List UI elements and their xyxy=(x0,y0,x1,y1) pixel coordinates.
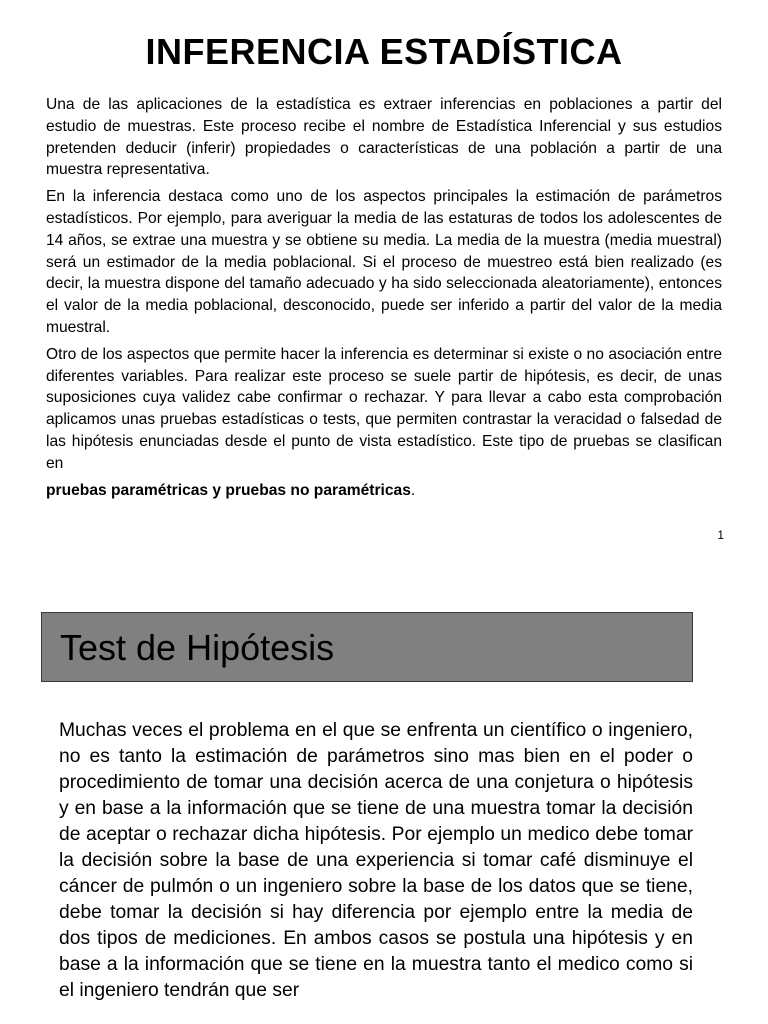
paragraph-hypothesis-test: Muchas veces el problema en el que se enfrenta un científico o ingeniero, no es tanto la estimación de parámetros sino mas bien en el poder o procedimiento de tomar una decisión acerca de una conjetura o hipótesis y en base a la información que se tiene de una muestra tomar la decisión de aceptar o rechazar dicha hipótesis. Por ejemplo un medico debe tomar la decisión sobre la base de una experiencia si tomar café disminuye el cáncer de pulmón o un ingeniero sobre la base de los datos que se tiene, debe tomar la decisión si hay diferencia por ejemplo entre la media de dos tipos de mediciones. En ambos casos se postula una hipótesis y en base a la información que se tiene en la muestra tanto el medico como si el ingeniero tendrán que ser xyxy=(59,720,693,1001)
intro-text-block xyxy=(46,94,722,506)
paragraph-hypothesis-association: Otro de los aspectos que permite hacer la inferencia es determinar si existe o no asociación entre diferentes variables. Para realizar este proceso se suele partir de hipótesis, es decir, de unas suposiciones cuya validez cabe confirmar o rechazar. Y para llevar a cabo esta comprobación aplicamos unas pruebas estadísticas o tests, que permiten contrastar la veracidad o falsedad de las hipótesis enunciadas desde el punto de vista estadístico. Este tipo de pruebas se clasifican en xyxy=(46,345,722,472)
section-header-banner xyxy=(41,612,693,682)
paragraph-parameter-estimation: En la inferencia destaca como uno de los aspectos principales la estimación de parámetros estadísticos. Por ejemplo, para averiguar la media de las estaturas de todos los adolescentes de 14 años, se extrae una muestra y se obtiene su media. La media de la muestra (media muestral) será un estimador de la media poblacional. Si el proceso de muestreo está bien realizado (es decir, la muestra dispone del tamaño adecuado y ha sido seleccionada aleatoriamente), entonces el valor de la media poblacional, desconocido, puede ser inferido a partir del valor de la media muestral. xyxy=(46,188,722,336)
hypothesis-test-text-block xyxy=(59,718,693,1004)
page-number: 1 xyxy=(717,528,724,542)
section-title: Test de Hipótesis xyxy=(60,627,335,668)
paragraph-test-types xyxy=(46,480,722,502)
paragraph-inference-definition: Una de las aplicaciones de la estadística es extraer inferencias en poblaciones a partir del estudio de muestras. Este proceso recibe el nombre de Estadística Inferencial y sus estudios pretenden deducir (inferir) propiedades o características de una población a partir de una muestra representativa. xyxy=(46,96,722,179)
document-title: INFERENCIA ESTADÍSTICA xyxy=(145,31,623,72)
test-types-bold: pruebas paramétricas y pruebas no paramétricas xyxy=(46,481,411,499)
test-types-period: . xyxy=(410,481,416,499)
